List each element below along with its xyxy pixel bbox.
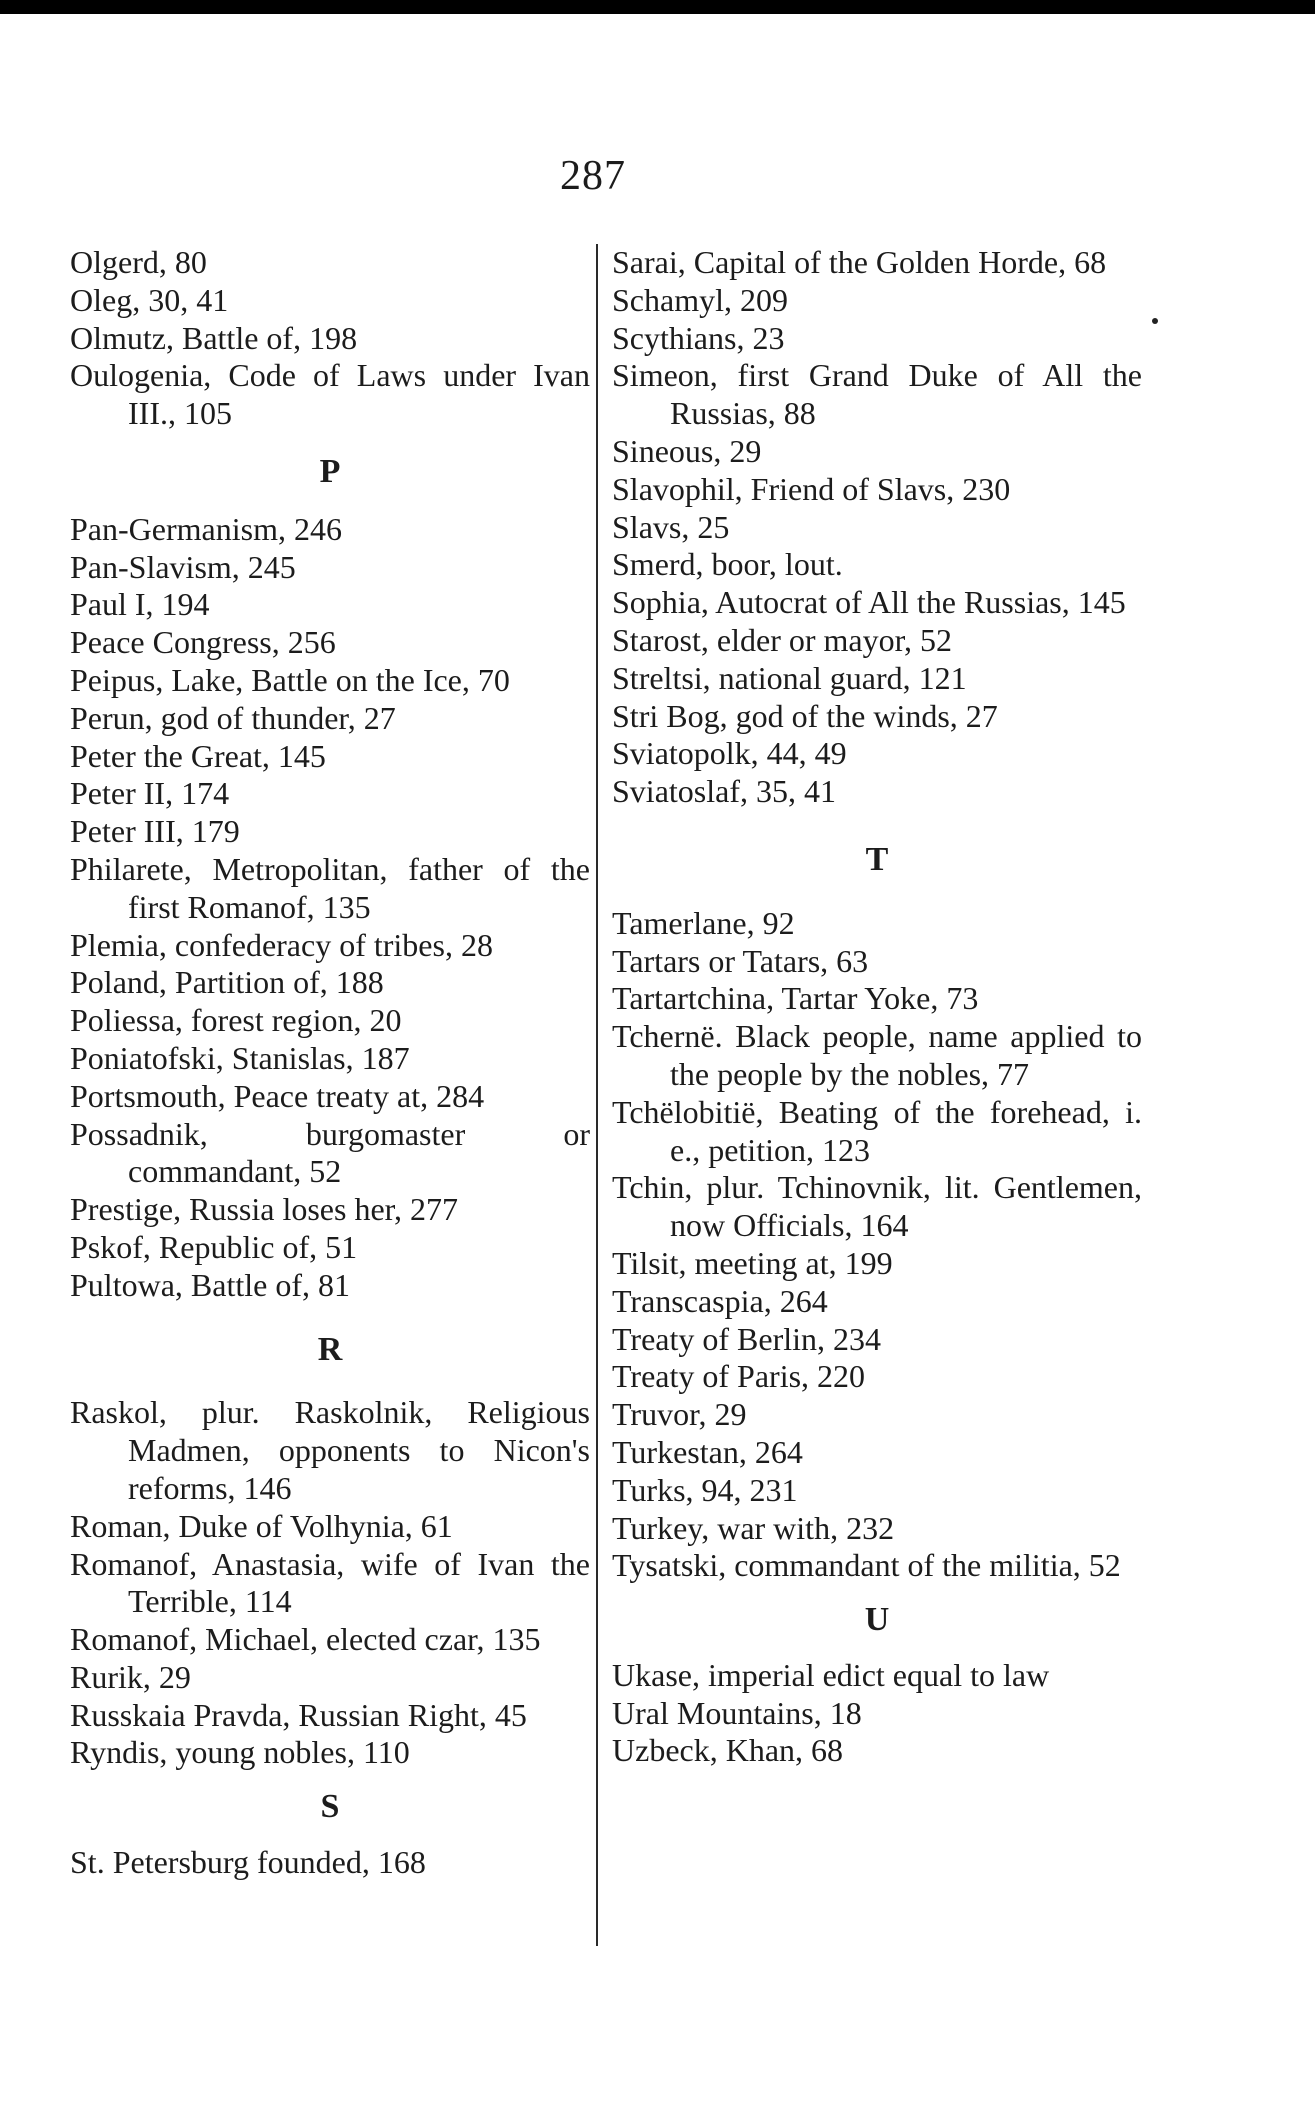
index-entry: Turkey, war with, 232 (612, 1509, 895, 1546)
index-entry: Starost, elder or mayor, 52 (612, 621, 952, 658)
index-entry: Pan-Slavism, 245 (70, 548, 296, 585)
index-entry: Tartartchina, Tartar Yoke, 73 (612, 980, 979, 1017)
index-column-right (612, 244, 1142, 1770)
section-heading-s: S (320, 1788, 340, 1826)
index-column-left (70, 244, 590, 1882)
page-top-edge (0, 0, 1315, 14)
index-entry: Ukase, imperial edict equal to law (612, 1656, 1050, 1693)
index-entry: Poland, Partition of, 188 (70, 964, 384, 1001)
section-heading-u: U (864, 1601, 890, 1639)
index-entry: Streltsi, national guard, 121 (612, 659, 967, 696)
index-entry: St. Petersburg founded, 168 (70, 1844, 426, 1881)
index-entry: Uzbeck, Khan, 68 (612, 1732, 844, 1769)
index-entry: Sophia, Autocrat of All the Russias, 145 (612, 584, 1126, 621)
index-entry: Schamyl, 209 (612, 281, 788, 318)
index-entry: Slavs, 25 (612, 508, 730, 545)
index-entry: Olgerd, 80 (70, 244, 207, 280)
index-entry: Stri Bog, god of the winds, 27 (612, 697, 998, 734)
section-heading-r: R (317, 1330, 343, 1368)
index-entry: Olmutz, Battle of, 198 (70, 319, 358, 356)
index-entry: Tchernë. Black people, name applied to the people by the nobles, 77 (612, 1018, 1142, 1092)
index-entry: Tilsit, meeting at, 199 (612, 1244, 893, 1281)
index-entry: Romanof, Anastasia, wife of Ivan the Terrible, 114 (70, 1545, 590, 1620)
index-entry: Possadnik, burgomaster or commandant, 52 (70, 1115, 590, 1190)
index-entry: Tysatski, commandant of the militia, 52 (612, 1547, 1121, 1584)
index-entry: Treaty of Berlin, 234 (612, 1320, 882, 1357)
column-divider (596, 244, 598, 1946)
index-entry: Pan-Germanism, 246 (70, 510, 342, 547)
index-entry: Peace Congress, 256 (70, 624, 336, 661)
index-entry: Plemia, confederacy of tribes, 28 (70, 926, 493, 963)
index-entry: Sarai, Capital of the Golden Horde, 68 (612, 244, 1107, 280)
index-entry: Pultowa, Battle of, 81 (70, 1266, 350, 1303)
section-heading-p: P (319, 452, 341, 490)
index-entry: Paul I, 194 (70, 586, 210, 623)
index-entry: Tchëlobitië, Beating of the forehead, i. e., petition, 123 (612, 1093, 1142, 1168)
index-entry: Philarete, Metropolitan, father of the first Romanof, 135 (70, 850, 590, 925)
index-entry: Raskol, plur. Raskolnik, Religious Madmen, opponents to Nicon's reforms, 146 (70, 1394, 590, 1506)
index-entry: Slavophil, Friend of Slavs, 230 (612, 470, 1011, 507)
index-entry: Poniatofski, Stanislas, 187 (70, 1039, 410, 1076)
page-number: 287 (560, 153, 626, 199)
index-entry: Peter II, 174 (70, 775, 230, 812)
index-entry: Pskof, Republic of, 51 (70, 1228, 358, 1265)
index-entry: Romanof, Michael, elected czar, 135 (70, 1621, 541, 1658)
index-entry: Sineous, 29 (612, 432, 762, 469)
index-entry: Scythians, 23 (612, 319, 785, 356)
index-entry: Peipus, Lake, Battle on the Ice, 70 (70, 661, 510, 698)
index-entry: Turks, 94, 231 (612, 1471, 798, 1508)
index-entry: Ural Mountains, 18 (612, 1694, 862, 1731)
index-entry: Oleg, 30, 41 (70, 281, 229, 318)
index-entry: Oulogenia, Code of Laws under Ivan III., 105 (70, 357, 590, 432)
index-entry: Tartars or Tatars, 63 (612, 942, 869, 979)
index-entry: Peter the Great, 145 (70, 737, 326, 774)
ink-speck (1152, 318, 1158, 324)
index-entry: Sviatoslaf, 35, 41 (612, 773, 836, 810)
index-entry: Transcaspia, 264 (612, 1282, 828, 1319)
index-entry: Simeon, first Grand Duke of All the Russias, 88 (612, 357, 1142, 432)
index-entry: Perun, god of thunder, 27 (70, 699, 396, 736)
index-entry: Rurik, 29 (70, 1658, 191, 1695)
index-entry: Russkaia Pravda, Russian Right, 45 (70, 1696, 527, 1733)
index-entry: Peter III, 179 (70, 813, 240, 850)
index-entry: Ryndis, young nobles, 110 (70, 1734, 410, 1771)
index-entry: Tchin, plur. Tchinovnik, lit. Gentlemen, now Officials, 164 (612, 1169, 1142, 1244)
index-entry: Poliessa, forest region, 20 (70, 1002, 402, 1039)
section-heading-t: T (865, 840, 889, 878)
index-entry: Smerd, boor, lout. (612, 546, 843, 583)
index-entry: Roman, Duke of Volhynia, 61 (70, 1507, 453, 1544)
index-entry: Truvor, 29 (612, 1396, 747, 1433)
index-entry: Tamerlane, 92 (612, 904, 795, 941)
index-entry: Treaty of Paris, 220 (612, 1358, 866, 1395)
index-entry: Prestige, Russia loses her, 277 (70, 1191, 459, 1228)
index-entry: Turkestan, 264 (612, 1433, 803, 1470)
index-entry: Sviatopolk, 44, 49 (612, 735, 847, 772)
index-entry: Portsmouth, Peace treaty at, 284 (70, 1077, 485, 1114)
